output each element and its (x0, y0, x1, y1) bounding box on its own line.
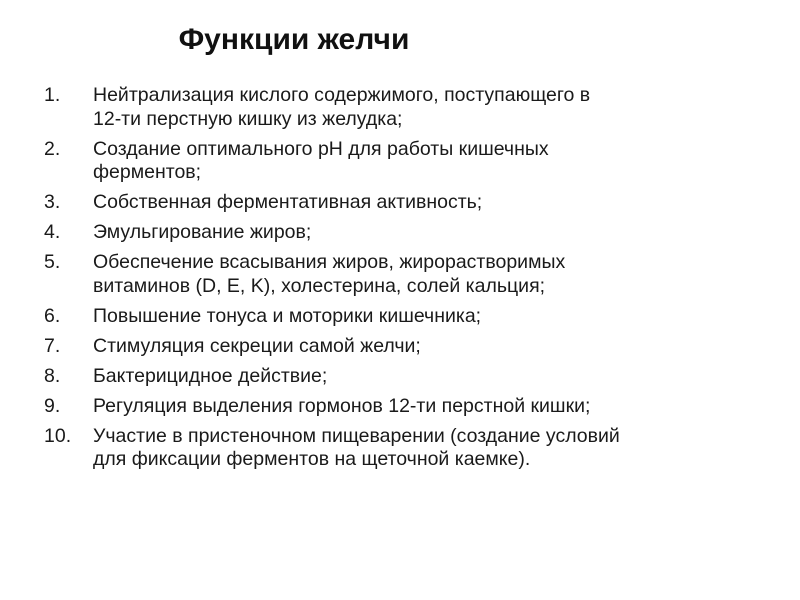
list-item-line: Создание оптимального рН для работы кишечных (93, 137, 549, 160)
list-item-number: 1. (44, 84, 61, 106)
list-item-line: Бактерицидное действие; (93, 364, 328, 387)
list-item (44, 251, 784, 298)
list-item-number: 8. (44, 364, 61, 387)
list-item (44, 84, 784, 131)
list-item-text (93, 251, 784, 298)
list-item-number: 4. (44, 221, 61, 243)
list-item (44, 305, 784, 329)
list-item-text (93, 365, 784, 389)
list-item (44, 335, 784, 359)
list-item-text (93, 191, 784, 215)
list-item-number: 7. (44, 334, 61, 357)
list-item-line: витаминов (D, E, K), холестерина, солей кальция; (93, 274, 546, 297)
list-item-text (93, 84, 784, 131)
list-item-line: Повышение тонуса и моторики кишечника; (93, 304, 482, 327)
list-item-line: Собственная ферментативная активность; (93, 191, 483, 213)
list-item-text (93, 138, 784, 185)
list-item-number: 9. (44, 394, 61, 417)
list-item-line: 12-ти перстную кишку из желудка; (93, 107, 403, 130)
list-item-text (93, 425, 784, 472)
list-item (44, 138, 784, 185)
slide-title: Функции желчи (178, 23, 410, 56)
list-item-number: 3. (44, 191, 61, 213)
list-item-line: ферментов; (93, 161, 202, 183)
list-item (44, 191, 784, 215)
list-item (44, 221, 784, 245)
list-item-line: Участие в пристеночном пищеварении (создание условий (93, 424, 620, 447)
list-item-number: 5. (44, 251, 61, 273)
list-item-line: Стимуляция секреции самой желчи; (93, 334, 421, 357)
list-item-line: Регуляция выделения гормонов 12-ти перстной кишки; (93, 394, 591, 417)
list-item-text (93, 395, 784, 419)
list-item-line: Нейтрализация кислого содержимого, поступающего в (93, 84, 591, 106)
list-item (44, 395, 784, 419)
list-item-text (93, 221, 784, 245)
list-item-line: Обеспечение всасывания жиров, жирорастворимых (93, 251, 566, 273)
list-item-number: 2. (44, 137, 61, 160)
list-item (44, 425, 784, 472)
list-item-number: 10. (44, 424, 72, 447)
list-item-line: для фиксации ферментов на щеточной каемке). (93, 448, 531, 470)
list-item-text (93, 305, 784, 329)
list-item-line: Эмульгирование жиров; (93, 221, 312, 243)
list-item (44, 365, 784, 389)
functions-list (44, 84, 784, 478)
list-item-text (93, 335, 784, 359)
list-item-number: 6. (44, 304, 61, 327)
